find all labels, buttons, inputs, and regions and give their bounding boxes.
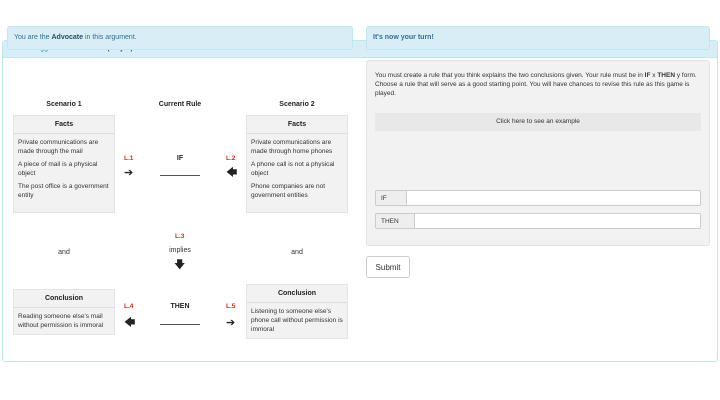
arrow-left-icon: 🡄 (226, 167, 238, 179)
arrow-right-icon: ➔ (124, 167, 134, 179)
role-suffix: in this argument. (83, 34, 137, 41)
scenario2-conclusion-title: Conclusion (247, 285, 347, 303)
rule-then-text: THEN (170, 303, 190, 310)
scenario1-heading: Scenario 1 (46, 101, 82, 108)
instructions-part: You must create a rule that you think explains the two conclusions given. Your rule must be in (375, 72, 645, 79)
instructions-part: y form. Choose a rule that will serve as a good starting point. You will have chances to revise this rule as this game is played. (375, 72, 697, 97)
turn-alert: It's now your turn! (366, 26, 710, 50)
scenario2-fact: Private communications are made through home phones (251, 139, 333, 155)
instructions-x: x (650, 72, 658, 79)
label-l1: L.1 (124, 155, 134, 162)
scenario1-conclusion-text: Reading someone else's mail without permission is immoral (18, 313, 104, 329)
if-input[interactable] (406, 190, 701, 206)
scenario1-conclusion-title: Conclusion (14, 290, 114, 308)
then-addon-label: THEN (375, 213, 415, 229)
rule-then-blank (160, 324, 200, 325)
rule-instructions (375, 71, 701, 98)
then-input-group (375, 213, 701, 229)
role-prefix: You are the (14, 34, 52, 41)
if-addon-label: IF (375, 190, 407, 206)
scenario1-fact: The post office is a government entity (18, 183, 109, 199)
scenario1-fact: Private communications are made through the mail (18, 139, 99, 155)
scenario2-heading: Scenario 2 (279, 101, 315, 108)
scenario2-facts-card (246, 115, 348, 213)
scenario1-and: and (58, 249, 70, 256)
if-input-group (375, 190, 701, 206)
scenario2-facts-title: Facts (247, 116, 347, 134)
scenario1-facts-title: Facts (14, 116, 114, 134)
arrow-down-icon: 🡇 (174, 259, 186, 271)
instructions-then: THEN (657, 72, 676, 79)
label-l2: L.2 (226, 155, 236, 162)
scenario2-fact: Phone companies are not government entities (251, 183, 326, 199)
label-l3: L.3 (175, 233, 185, 240)
scenario1-facts-card (13, 115, 115, 213)
scenario2-conclusion-text: Listening to someone else's phone call without permission is immoral (251, 308, 343, 333)
rule-implies: implies (169, 247, 191, 254)
show-example-button[interactable]: Click here to see an example (375, 113, 701, 131)
arrow-left-icon: 🡄 (124, 317, 136, 329)
role-alert (7, 26, 353, 50)
rule-if-text: IF (176, 155, 184, 162)
scenario1-conclusion-card (13, 289, 115, 335)
rule-if-blank (160, 175, 200, 176)
scenario2-conclusion-card (246, 284, 348, 339)
instructions-if: IF (644, 72, 651, 79)
label-l4: L.4 (124, 303, 134, 310)
label-l5: L.5 (226, 303, 236, 310)
scenario2-fact: A phone call is not a physical object (251, 161, 335, 177)
scenario1-fact: A piece of mail is a physical object (18, 161, 98, 177)
arrow-right-icon: ➔ (226, 317, 236, 329)
role-name: Advocate (51, 34, 84, 41)
then-input[interactable] (414, 213, 701, 229)
scenario2-and: and (291, 249, 303, 256)
current-rule-heading: Current Rule (158, 101, 202, 108)
submit-button[interactable]: Submit (366, 256, 410, 278)
rule-entry-panel (366, 60, 710, 246)
